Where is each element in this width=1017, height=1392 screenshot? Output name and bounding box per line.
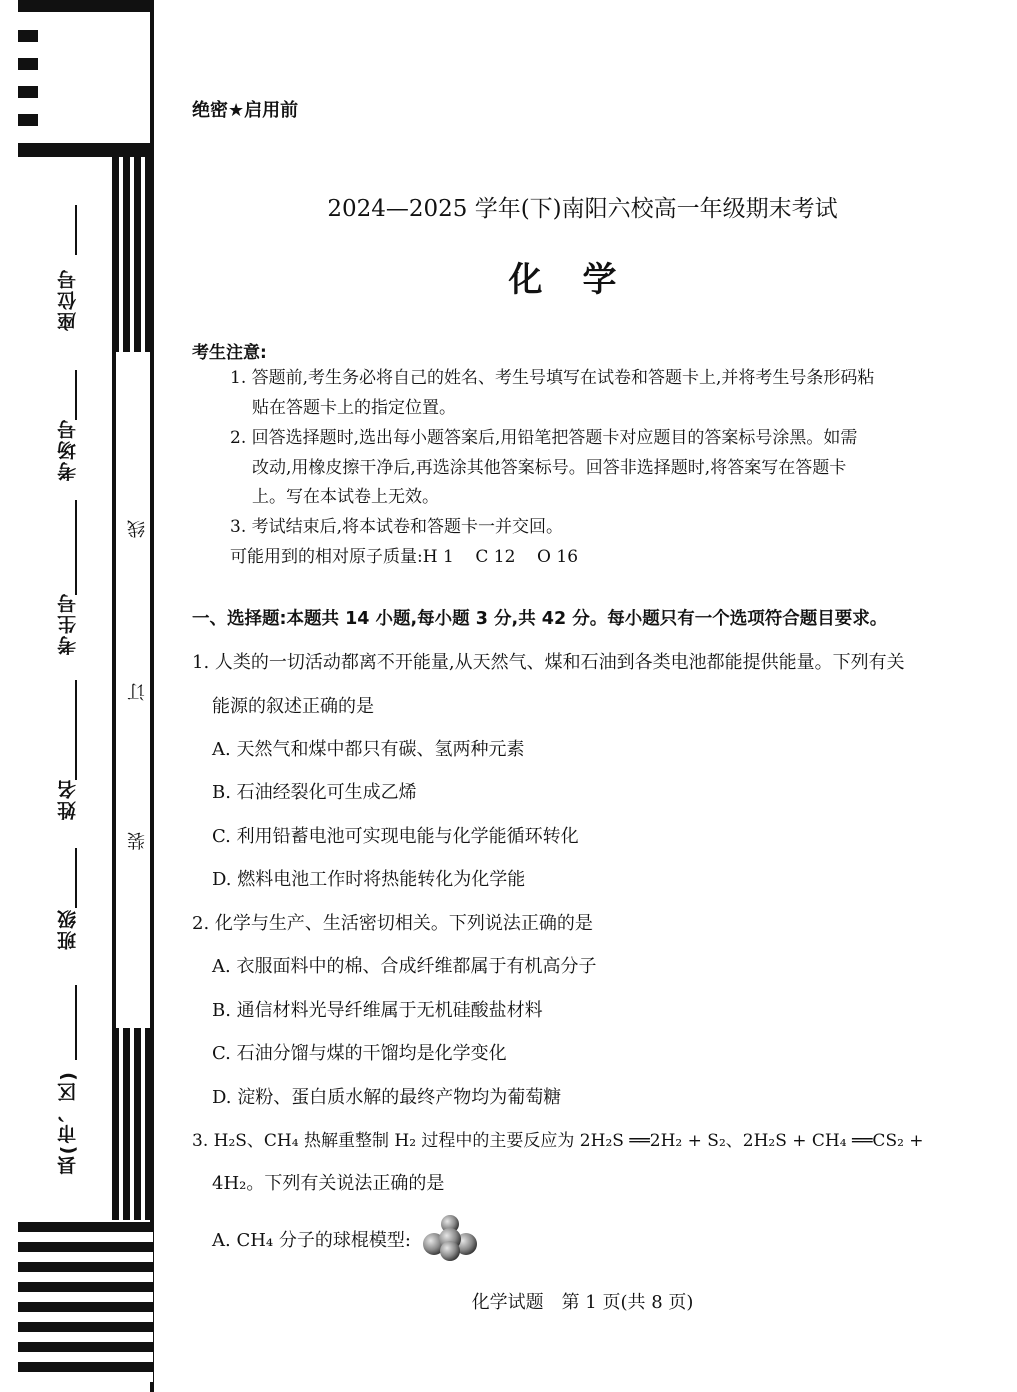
binding-mark <box>18 114 38 126</box>
question-stem: 4H₂。下列有关说法正确的是 <box>212 1173 445 1194</box>
field-candidate-number: 考生号 <box>57 592 79 655</box>
binding-stripes-bottom <box>18 1222 153 1382</box>
notice-item: 上。写在本试卷上无效。 <box>252 487 439 507</box>
binding-mark <box>18 86 38 98</box>
ch4-ball-stick-model-image <box>420 1212 480 1262</box>
field-line <box>75 500 77 595</box>
field-name: 姓名 <box>57 778 79 820</box>
option-d: D. 淀粉、蛋白质水解的最终产物均为葡萄糖 <box>212 1087 562 1108</box>
option-a: A. CH₄ 分子的球棍模型: <box>212 1230 411 1251</box>
field-exam-room: 考场号 <box>57 418 79 481</box>
field-line <box>75 848 77 908</box>
exam-title: 2024—2025 学年(下)南阳六校高一年级期末考试 <box>327 196 838 222</box>
notice-item: 贴在答题卡上的指定位置。 <box>252 398 456 418</box>
subject-title: 化学 <box>508 260 657 300</box>
question-stem: 1. 人类的一切活动都离不开能量,从天然气、煤和石油到各类电池都能提供能量。下列有关 <box>192 652 905 673</box>
field-line <box>75 985 77 1060</box>
binding-mark <box>18 58 38 70</box>
option-b: B. 通信材料光导纤维属于无机硅酸盐材料 <box>212 1000 543 1021</box>
field-line <box>75 205 77 255</box>
option-c: C. 石油分馏与煤的干馏均是化学变化 <box>212 1043 507 1064</box>
field-seat-number: 座位号 <box>57 268 79 331</box>
binding-top-bar <box>18 0 153 12</box>
question-stem: 2. 化学与生产、生活密切相关。下列说法正确的是 <box>192 913 593 934</box>
field-line <box>75 680 77 780</box>
option-d: D. 燃料电池工作时将热能转化为化学能 <box>212 869 526 890</box>
binding-stripes-upper <box>112 157 150 352</box>
notice-heading: 考生注意: <box>192 343 267 363</box>
notice-item: 改动,用橡皮擦干净后,再选涂其他答案标号。回答非选择题时,将答案写在答题卡 <box>252 458 847 478</box>
field-county: 县(市、区) <box>57 1070 79 1176</box>
question-stem: 能源的叙述正确的是 <box>212 696 374 717</box>
atomic-mass-note: 可能用到的相对原子质量:H 1 C 12 O 16 <box>230 547 579 567</box>
binding-mark-staple: 订 <box>127 683 148 701</box>
question-stem: 3. H₂S、CH₄ 热解重整制 H₂ 过程中的主要反应为 2H₂S ══2H₂ + S₂、2H₂S + CH₄ ══CS₂ + <box>192 1131 924 1151</box>
binding-bar <box>18 143 153 157</box>
field-line <box>75 370 77 420</box>
binding-inner-line <box>112 352 116 1032</box>
notice-item: 2. 回答选择题时,选出每小题答案后,用铅笔把答题卡对应题目的答案标号涂黑。如需 <box>230 428 858 448</box>
binding-mark-bind: 装 <box>127 832 148 850</box>
field-class: 班级 <box>57 908 79 950</box>
binding-mark <box>18 30 38 42</box>
option-b: B. 石油经裂化可生成乙烯 <box>212 782 417 803</box>
option-c: C. 利用铅蓄电池可实现电能与化学能循环转化 <box>212 826 579 847</box>
binding-mark-line: 线 <box>127 520 148 538</box>
binding-stripes-lower <box>112 1028 150 1220</box>
option-a: A. 天然气和煤中都只有碳、氢两种元素 <box>212 739 525 760</box>
option-a: A. 衣服面料中的棉、合成纤维都属于有机高分子 <box>212 956 597 977</box>
notice-item: 3. 考试结束后,将本试卷和答题卡一并交回。 <box>230 517 564 537</box>
secret-label: 绝密★启用前 <box>192 100 299 121</box>
section-heading: 一、选择题:本题共 14 小题,每小题 3 分,共 42 分。每小题只有一个选项符合题目要求。 <box>192 609 888 629</box>
notice-item: 1. 答题前,考生务必将自己的姓名、考生号填写在试卷和答题卡上,并将考生号条形码粘 <box>230 368 875 388</box>
page-footer: 化学试题 第 1 页(共 8 页) <box>471 1292 694 1313</box>
